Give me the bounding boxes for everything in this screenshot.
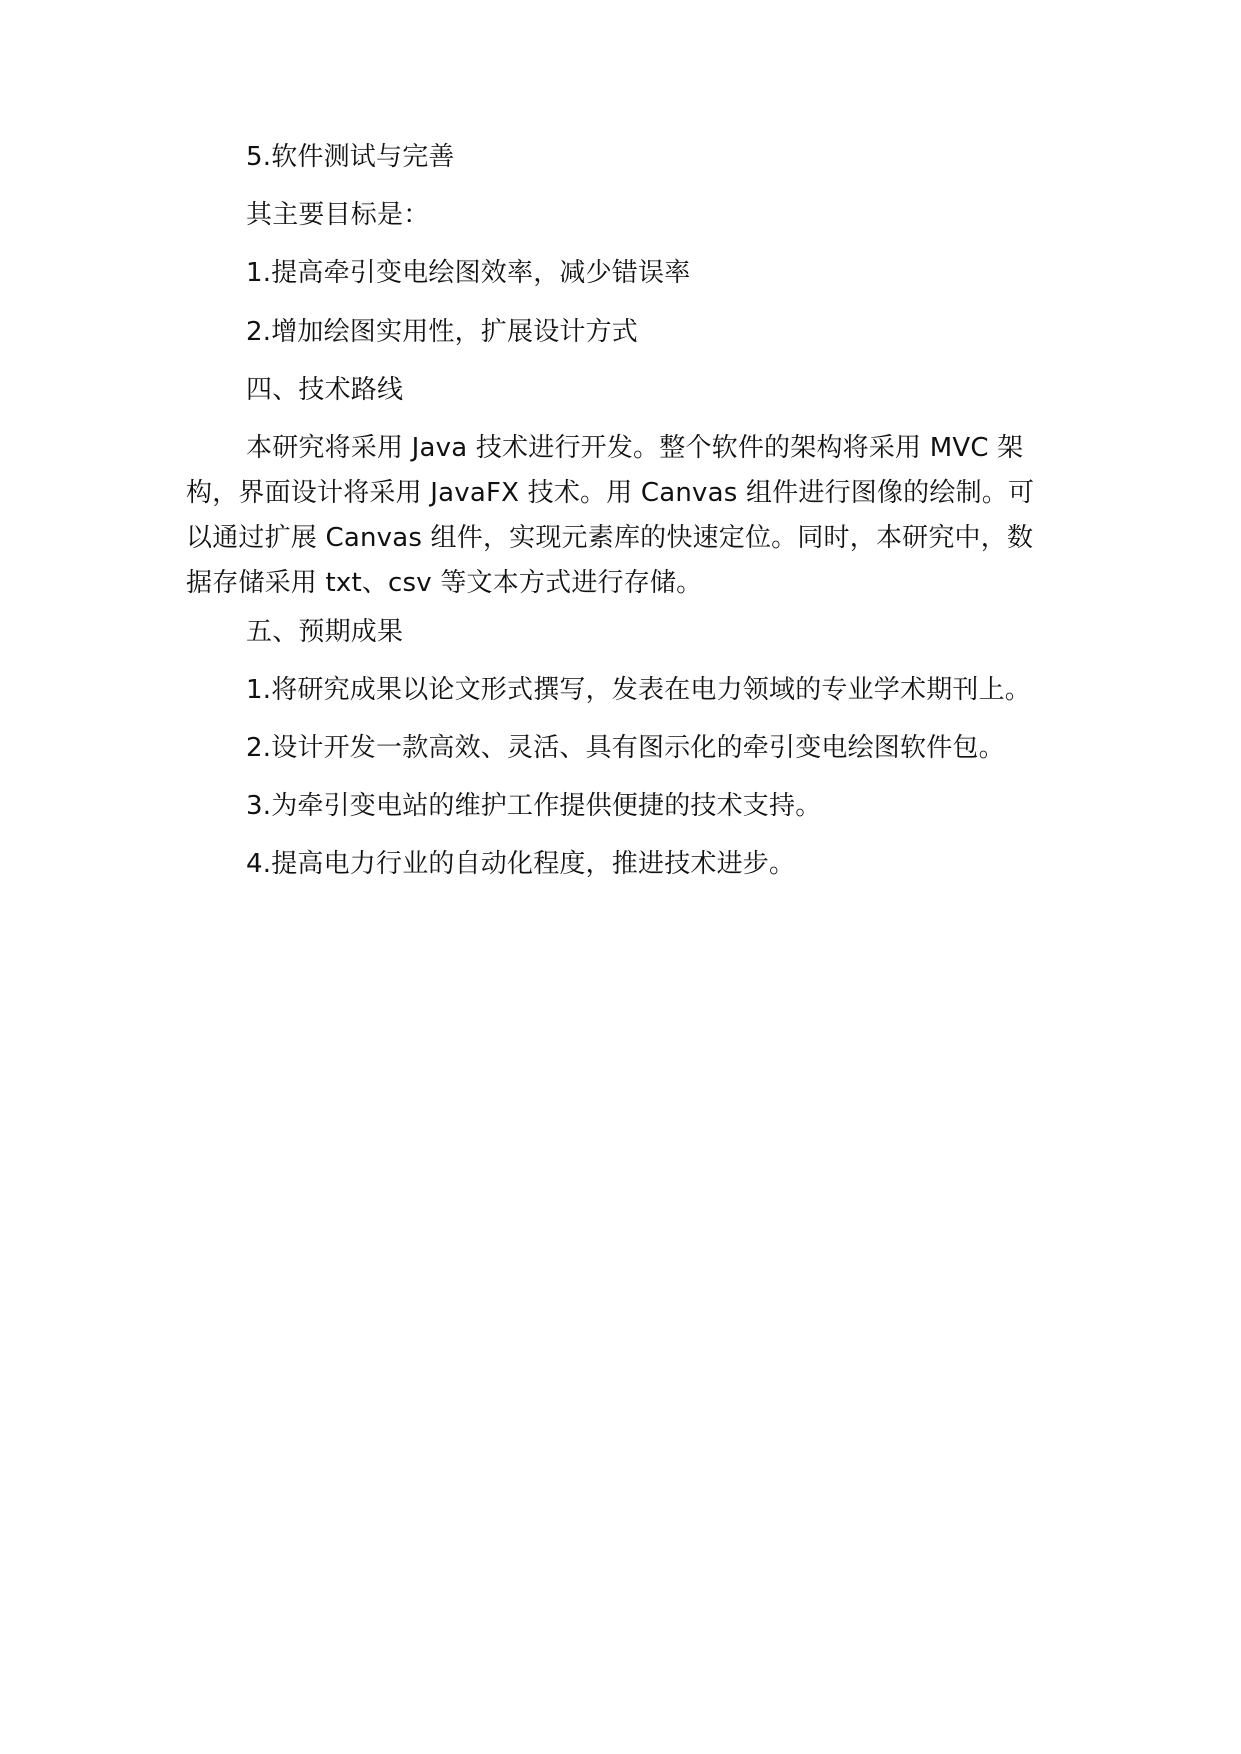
section-heading-expected-results: 五、预期成果 <box>246 617 404 647</box>
goal-item-1: 1.提高牵引变电绘图效率，减少错误率 <box>246 258 691 288</box>
outcome-item-1: 1.将研究成果以论文形式撰写，发表在电力领域的专业学术期刊上。 <box>246 675 1032 705</box>
paragraph-line: 本研究将采用 Java 技术进行开发。整个软件的架构将采用 MVC 架 <box>246 433 1024 463</box>
outcome-item-3: 3.为牵引变电站的维护工作提供便捷的技术支持。 <box>246 791 822 821</box>
paragraph-line: 据存储采用 txt、csv 等文本方式进行存储。 <box>186 568 703 598</box>
goals-intro: 其主要目标是： <box>246 200 430 230</box>
technical-route-paragraph <box>186 426 1066 606</box>
section-heading-technical-route: 四、技术路线 <box>246 375 404 405</box>
paragraph-line: 以通过扩展 Canvas 组件，实现元素库的快速定位。同时，本研究中，数 <box>186 523 1034 553</box>
outcome-item-2: 2.设计开发一款高效、灵活、具有图示化的牵引变电绘图软件包。 <box>246 733 1005 763</box>
list-item-software-testing: 5.软件测试与完善 <box>246 142 455 172</box>
goal-item-2: 2.增加绘图实用性，扩展设计方式 <box>246 317 639 347</box>
paragraph-line: 构，界面设计将采用 JavaFX 技术。用 Canvas 组件进行图像的绘制。可 <box>186 478 1035 508</box>
outcome-item-4: 4.提高电力行业的自动化程度，推进技术进步。 <box>246 849 796 879</box>
